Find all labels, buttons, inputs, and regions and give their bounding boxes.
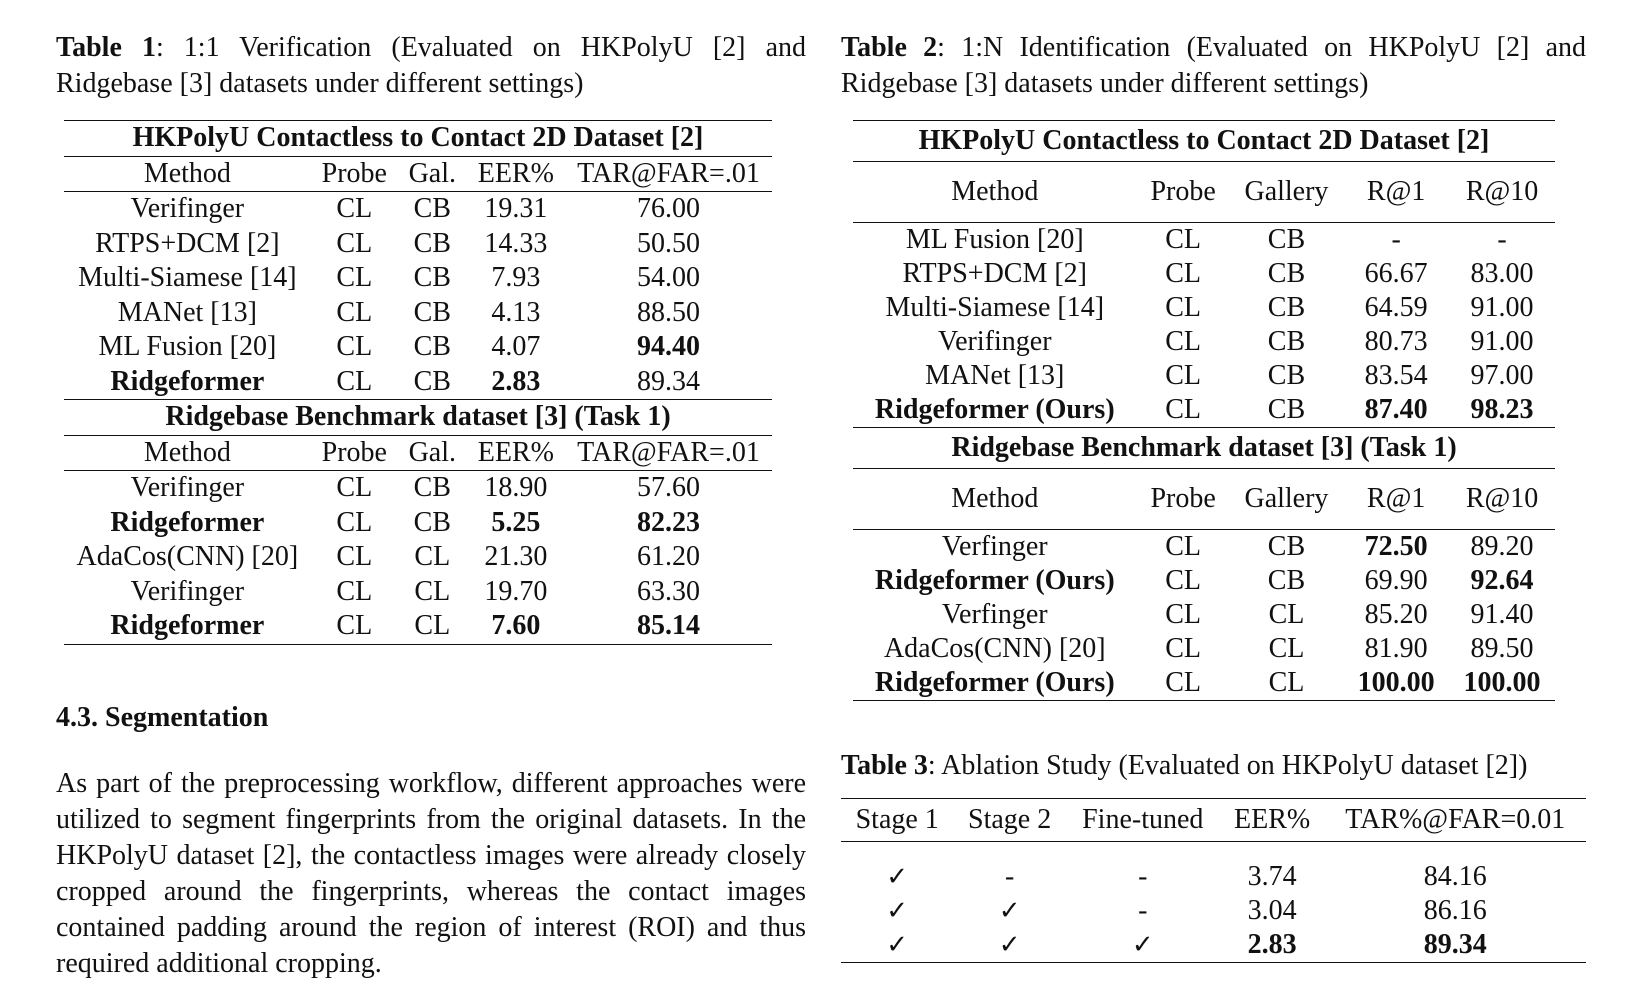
table3-header: EER% — [1220, 799, 1325, 842]
stage2-cell: - — [1004, 861, 1015, 892]
table2-header: Method — [853, 469, 1137, 530]
table1-section2-title: Ridgebase Benchmark dataset [3] (Task 1) — [64, 400, 772, 436]
method-cell: Ridgeformer (Ours) — [853, 393, 1137, 428]
table2-header: Gallery — [1230, 162, 1344, 223]
method-cell: MANet [13] — [925, 360, 1065, 391]
table1-caption — [56, 30, 806, 102]
eer-cell: 5.25 — [491, 506, 541, 538]
table2-section2-title-row — [853, 428, 1555, 469]
probe-cell: CL — [1165, 258, 1202, 289]
tar-cell: 63.30 — [636, 575, 700, 607]
method-cell: Verfinger — [941, 531, 1048, 562]
table1-header: Probe — [311, 435, 398, 471]
table-row — [853, 666, 1555, 701]
table-row — [853, 564, 1555, 598]
probe-cell: CL — [336, 193, 373, 225]
method-cell: MANet [13] — [117, 296, 257, 328]
r10-cell: 91.40 — [1470, 599, 1534, 630]
table1-header: Probe — [311, 156, 398, 192]
gallery-cell: CB — [1267, 258, 1306, 289]
table3-header: TAR%@FAR=0.01 — [1325, 799, 1587, 842]
section-heading: 4.3. Segmentation — [56, 702, 269, 733]
probe-cell: CL — [1137, 666, 1230, 701]
table1-header: Method — [64, 156, 311, 192]
eer-cell: 2.83 — [467, 365, 565, 400]
table-row — [853, 291, 1555, 325]
table3-caption — [841, 748, 1586, 784]
tar-cell: 54.00 — [636, 262, 700, 294]
table-row — [853, 632, 1555, 666]
probe-cell: CL — [1165, 224, 1202, 255]
gallery-cell: CB — [413, 331, 451, 363]
r1-cell: 87.40 — [1343, 393, 1449, 428]
table1-caption-text: : 1:1 Verification (Evaluated on HKPolyU [2] and Ridgebase [3] datasets under different settings) — [56, 32, 806, 99]
table-row — [853, 530, 1555, 565]
table2-header: Method — [853, 162, 1137, 223]
table1-caption-label: Table 1 — [56, 32, 156, 63]
tar-cell: 88.50 — [636, 296, 700, 328]
table1-section2-title-row — [64, 400, 772, 436]
table-row — [64, 506, 772, 541]
check-icon: ✓ — [886, 862, 909, 891]
tar-cell: 61.20 — [636, 541, 700, 573]
table-row — [64, 330, 772, 365]
table1-section1-title-row — [64, 121, 772, 157]
gallery-cell: CL — [398, 609, 467, 644]
gallery-cell: CL — [1230, 666, 1344, 701]
gallery-cell: CL — [1268, 633, 1305, 664]
table1-header: TAR@FAR=.01 — [565, 156, 772, 192]
gallery-cell: CB — [1230, 393, 1344, 428]
eer-cell: 19.31 — [484, 193, 548, 225]
table1 — [64, 120, 772, 645]
r1-cell: 69.90 — [1364, 565, 1428, 596]
table2-section1-title-row — [853, 121, 1555, 162]
r1-cell: 80.73 — [1364, 326, 1428, 357]
r10-cell: - — [1497, 224, 1507, 255]
eer-cell: 19.70 — [484, 575, 548, 607]
r10-cell: 91.00 — [1470, 292, 1534, 323]
method-cell: AdaCos(CNN) [20] — [76, 541, 299, 573]
table3-header: Fine-tuned — [1066, 799, 1220, 842]
table-row — [64, 609, 772, 644]
r1-cell: 81.90 — [1364, 633, 1428, 664]
table-row — [64, 471, 772, 506]
tar-cell: 82.23 — [636, 506, 700, 538]
table2-caption-text: : 1:N Identification (Evaluated on HKPolyU [2] and Ridgebase [3] datasets under different settings) — [841, 32, 1586, 99]
table1-header: TAR@FAR=.01 — [565, 435, 772, 471]
table1-header: Method — [64, 435, 311, 471]
gallery-cell: CB — [413, 193, 451, 225]
method-cell: Multi-Siamese [14] — [78, 262, 297, 294]
probe-cell: CL — [336, 575, 373, 607]
gallery-cell: CB — [413, 262, 451, 294]
r1-cell: 66.67 — [1364, 258, 1428, 289]
r10-cell: 83.00 — [1470, 258, 1534, 289]
probe-cell: CL — [1165, 360, 1202, 391]
r10-cell: 89.50 — [1470, 633, 1534, 664]
table2-header-row-1 — [853, 162, 1555, 223]
table1-section1-title: HKPolyU Contactless to Contact 2D Dataset [2] — [64, 121, 772, 157]
method-cell: Verifinger — [938, 326, 1052, 357]
table2-header: Probe — [1137, 162, 1230, 223]
gallery-cell: CB — [398, 365, 467, 400]
method-cell: RTPS+DCM [2] — [95, 227, 280, 259]
table-row — [64, 227, 772, 262]
gallery-cell: CB — [1267, 565, 1306, 596]
eer-cell: 21.30 — [484, 541, 548, 573]
r1-cell: 64.59 — [1364, 292, 1428, 323]
table1-header: Gal. — [398, 435, 467, 471]
table-row — [841, 860, 1586, 894]
probe-cell: CL — [336, 227, 373, 259]
table3-caption-text: : Ablation Study (Evaluated on HKPolyU dataset [2]) — [927, 750, 1528, 781]
gallery-cell: CL — [1268, 599, 1305, 630]
eer-cell: 2.83 — [1220, 928, 1325, 963]
r10-cell: 97.00 — [1470, 360, 1534, 391]
r1-cell: 83.54 — [1364, 360, 1428, 391]
eer-cell: 3.04 — [1247, 895, 1297, 926]
table3-header-row — [841, 799, 1586, 842]
table3-spacer-row — [841, 842, 1586, 861]
table-row — [64, 261, 772, 296]
method-cell: Ridgeformer — [110, 506, 265, 538]
r10-cell: 100.00 — [1449, 666, 1555, 701]
probe-cell: CL — [336, 331, 373, 363]
eer-cell: 14.33 — [484, 227, 548, 259]
probe-cell: CL — [336, 296, 373, 328]
method-cell: Verifinger — [130, 193, 245, 225]
method-cell: Verifinger — [130, 472, 245, 504]
probe-cell: CL — [336, 541, 373, 573]
table-row — [64, 575, 772, 610]
r10-cell: 98.23 — [1449, 393, 1555, 428]
gallery-cell: CB — [413, 506, 451, 538]
r1-cell: - — [1391, 224, 1401, 255]
table-row — [64, 296, 772, 331]
table2-header-row-2 — [853, 469, 1555, 530]
finetuned-cell: - — [1138, 895, 1148, 926]
method-cell: RTPS+DCM [2] — [902, 258, 1088, 289]
gallery-cell: CB — [413, 472, 451, 504]
probe-cell: CL — [336, 506, 373, 538]
table2-header: R@10 — [1449, 162, 1555, 223]
table2-section1-title: HKPolyU Contactless to Contact 2D Dataset [2] — [853, 121, 1555, 162]
gallery-cell: CB — [1267, 224, 1306, 255]
table3-header: Stage 1 — [841, 799, 953, 842]
table1-header: EER% — [467, 156, 565, 192]
table2-header: R@10 — [1449, 469, 1555, 530]
gallery-cell: CB — [1267, 292, 1306, 323]
check-icon: ✓ — [1066, 928, 1220, 963]
tar-cell: 89.34 — [1325, 928, 1587, 963]
r10-cell: 89.20 — [1470, 531, 1534, 562]
eer-cell: 4.13 — [491, 296, 541, 328]
gallery-cell: CB — [1267, 531, 1306, 562]
table-row — [853, 223, 1555, 258]
r1-cell: 72.50 — [1364, 531, 1428, 562]
table-row — [853, 393, 1555, 428]
eer-cell: 4.07 — [491, 331, 541, 363]
tar-cell: 57.60 — [636, 472, 700, 504]
probe-cell: CL — [311, 365, 398, 400]
table3-caption-label: Table 3 — [841, 750, 928, 781]
gallery-cell: CB — [413, 296, 451, 328]
table3-header: Stage 2 — [953, 799, 1065, 842]
eer-cell: 7.60 — [467, 609, 565, 644]
table3 — [841, 798, 1586, 963]
probe-cell: CL — [1165, 531, 1202, 562]
left-column — [56, 30, 806, 642]
method-cell: Ridgeformer (Ours) — [853, 666, 1137, 701]
table2 — [853, 120, 1555, 701]
probe-cell: CL — [1165, 292, 1202, 323]
method-cell: Ridgeformer (Ours) — [874, 565, 1115, 596]
check-icon: ✓ — [886, 896, 909, 925]
table2-caption-label: Table 2 — [841, 32, 938, 63]
probe-cell: CL — [1165, 326, 1202, 357]
probe-cell: CL — [1137, 393, 1230, 428]
eer-cell: 18.90 — [484, 472, 548, 504]
table2-header: R@1 — [1343, 469, 1449, 530]
method-cell: Verfinger — [941, 599, 1048, 630]
check-icon: ✓ — [841, 928, 953, 963]
method-cell: Ridgeformer — [64, 365, 311, 400]
table2-caption — [841, 30, 1586, 102]
probe-cell: CL — [1165, 633, 1202, 664]
method-cell: Ridgeformer — [64, 609, 311, 644]
method-cell: ML Fusion [20] — [905, 224, 1084, 255]
table-row — [853, 598, 1555, 632]
tar-cell: 94.40 — [636, 331, 700, 363]
table-row — [64, 540, 772, 575]
gallery-cell: CL — [414, 575, 451, 607]
gallery-cell: CB — [413, 227, 451, 259]
r1-cell: 85.20 — [1364, 599, 1428, 630]
table1-header-row-2 — [64, 435, 772, 471]
section-paragraph: As part of the preprocessing workflow, different approaches were utilized to segment fingerprints from the original datasets. In the HKPolyU dataset [2], the contactless images were already closely cropped around the fingerprints, whereas the contact images contained padding around the region of interest (ROI) and thus required additional cropping. — [56, 768, 806, 979]
gallery-cell: CL — [414, 541, 451, 573]
table2-header: R@1 — [1343, 162, 1449, 223]
table-row — [841, 894, 1586, 928]
method-cell: AdaCos(CNN) [20] — [883, 633, 1106, 664]
spacer — [841, 842, 1586, 861]
table2-section2-title: Ridgebase Benchmark dataset [3] (Task 1) — [853, 428, 1555, 469]
tar-cell: 84.16 — [1423, 861, 1487, 892]
eer-cell: 3.74 — [1247, 861, 1297, 892]
table2-header: Probe — [1137, 469, 1230, 530]
method-cell: ML Fusion [20] — [98, 331, 277, 363]
finetuned-cell: - — [1138, 861, 1148, 892]
r1-cell: 100.00 — [1343, 666, 1449, 701]
check-icon: ✓ — [998, 896, 1021, 925]
r10-cell: 92.64 — [1470, 565, 1534, 596]
check-icon: ✓ — [953, 928, 1065, 963]
right-column — [841, 30, 1586, 960]
table2-header: Gallery — [1230, 469, 1344, 530]
probe-cell: CL — [311, 609, 398, 644]
table1-header: EER% — [467, 435, 565, 471]
tar-cell: 89.34 — [565, 365, 772, 400]
probe-cell: CL — [1165, 565, 1202, 596]
eer-cell: 7.93 — [491, 262, 541, 294]
table-row — [853, 325, 1555, 359]
table-row — [853, 257, 1555, 291]
r10-cell: 91.00 — [1470, 326, 1534, 357]
tar-cell: 50.50 — [636, 227, 700, 259]
tar-cell: 85.14 — [565, 609, 772, 644]
gallery-cell: CB — [1267, 360, 1306, 391]
table-row — [64, 192, 772, 227]
table1-header: Gal. — [398, 156, 467, 192]
tar-cell: 76.00 — [636, 193, 700, 225]
probe-cell: CL — [336, 472, 373, 504]
probe-cell: CL — [336, 262, 373, 294]
table-row — [853, 359, 1555, 393]
probe-cell: CL — [1165, 599, 1202, 630]
table-row — [841, 928, 1586, 963]
method-cell: Multi-Siamese [14] — [885, 292, 1105, 323]
table-row — [64, 365, 772, 400]
table1-header-row-1 — [64, 156, 772, 192]
tar-cell: 86.16 — [1423, 895, 1487, 926]
gallery-cell: CB — [1267, 326, 1306, 357]
method-cell: Verifinger — [130, 575, 245, 607]
